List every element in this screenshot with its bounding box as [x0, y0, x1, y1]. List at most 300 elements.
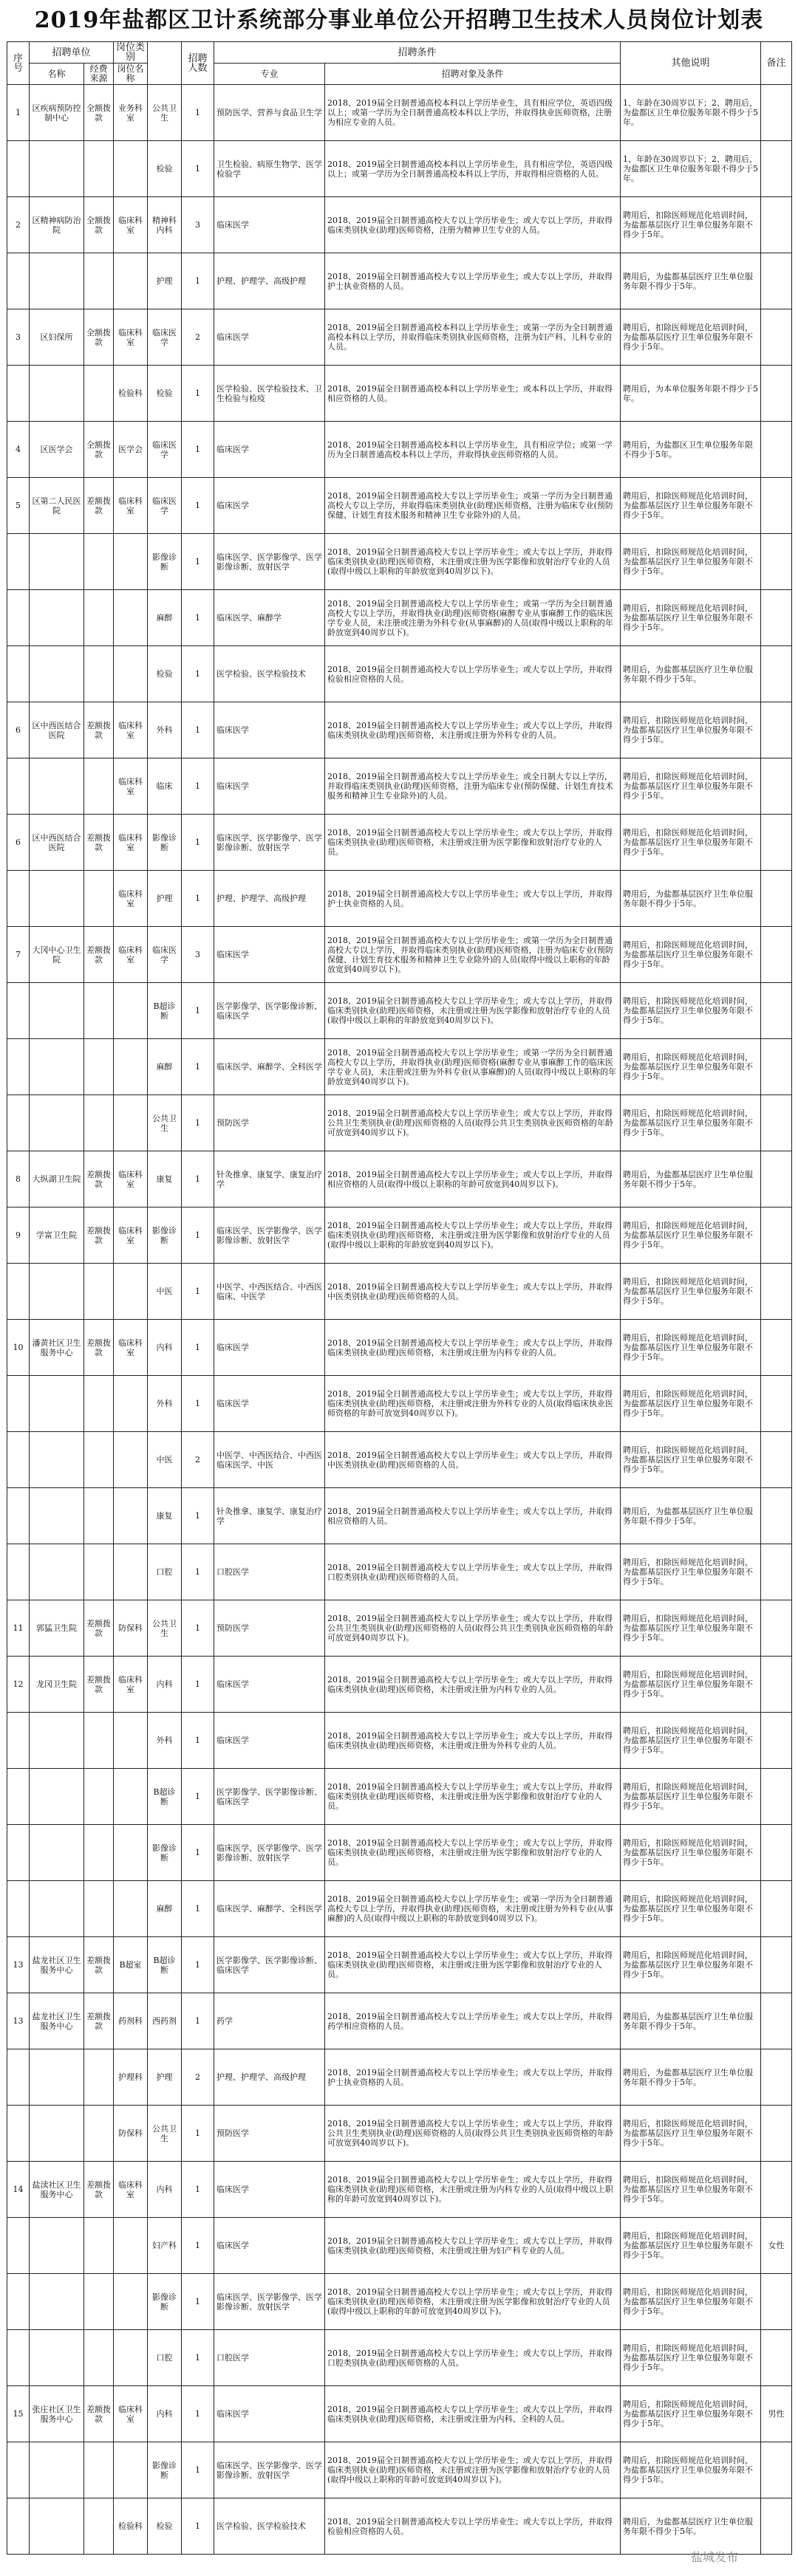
cell-seq	[7, 871, 30, 927]
table-row	[7, 2330, 792, 2386]
cell-fund: 差额拨款	[84, 2162, 114, 2218]
cell-conditions: 2018、2019届全日制普通高校大专以上学历毕业生；或大专以上学历，并取得临床类别执业(助理)医师资格，未注册或注册为内科专业的人员。	[325, 1657, 621, 1713]
cell-conditions: 2018、2019届全日制普通高校大专以上学历毕业生；或大专以上学历，并取得检验相应资格的人员。	[325, 646, 621, 702]
cell-post-name: 临床科室	[114, 1208, 148, 1264]
cell-major: 预防医学	[214, 2106, 325, 2162]
cell-unit-name: 学富卫生院	[30, 1208, 84, 1264]
cell-unit-name	[30, 1264, 84, 1320]
cell-major: 口腔医学	[214, 1544, 325, 1600]
cell-conditions: 2018、2019届全日制普通高校大专以上学历毕业生；或大专以上学历，并取得临床类别执业(助理)医师资格，未注册或注册为内科、全科的人员。	[325, 2386, 621, 2442]
table-body	[7, 85, 792, 2555]
cell-post-cat: B超诊断	[148, 983, 182, 1039]
cell-remark	[761, 590, 792, 646]
cell-major: 临床医学	[214, 758, 325, 815]
cell-conditions: 2018、2019届全日制普通高校大专以上学历毕业生；或大专以上学历，并取得相应资格的人员(取得中级以上职称的年龄可放宽到40周岁以下)。	[325, 1151, 621, 1208]
cell-post-cat: 影像诊断	[148, 2442, 182, 2498]
cell-major: 临床医学	[214, 197, 325, 253]
cell-count: 1	[182, 534, 214, 590]
cell-post-cat: 麻醉	[148, 1881, 182, 1937]
cell-remark	[761, 197, 792, 253]
cell-fund	[84, 2330, 114, 2386]
cell-count: 1	[182, 2274, 214, 2330]
cell-other-note: 聘用后，扣除医师规范化培训时间，为盐都基层医疗卫生单位服务年限不得少于5年。	[621, 1039, 761, 1095]
cell-conditions: 2018、2019届全日制普通高校大专以上学历毕业生；或大专以上学历，并取得临床类别执业(助理)医师资格，未注册或注册为医学影像和放射治疗专业的人员。	[325, 815, 621, 871]
cell-conditions: 2018、2019届全日制普通高校大专以上学历毕业生；或大专以上学历，并取得护士执业资格的人员。	[325, 2049, 621, 2106]
cell-post-cat: B超诊断	[148, 1937, 182, 1993]
table-row	[7, 2106, 792, 2162]
table-row	[7, 1264, 792, 1320]
cell-seq	[7, 2274, 30, 2330]
cell-unit-name: 区疾病预防控制中心	[30, 85, 84, 141]
cell-post-name	[114, 141, 148, 197]
header-cond-group: 招聘条件	[214, 42, 621, 64]
cell-unit-name: 区妇保所	[30, 309, 84, 366]
cell-other-note: 聘用后，为盐都基层医疗卫生单位服务年限不得少于5年。	[621, 2049, 761, 2106]
table-row	[7, 1488, 792, 1544]
cell-conditions: 2018、2019届全日制普通高校大专以上学历毕业生；或大专以上学历，并取得临床类别执业(助理)医师资格，未注册或注册为医学影像和放射治疗专业的人员。	[325, 1769, 621, 1825]
cell-fund: 全额拨款	[84, 85, 114, 141]
cell-post-cat: 临床医学	[148, 927, 182, 983]
cell-post-name	[114, 2218, 148, 2274]
header-remark: 备注	[761, 42, 792, 85]
cell-other-note: 聘用后，扣除医师规范化培训时间，为盐都基层医疗卫生单位服务年限不得少于5年。	[621, 1937, 761, 1993]
cell-unit-name	[30, 1095, 84, 1151]
cell-seq	[7, 758, 30, 815]
cell-fund	[84, 983, 114, 1039]
cell-major: 医学影像学、医学影像诊断、临床医学	[214, 1937, 325, 1993]
cell-conditions: 2018、2019届全日制普通高校大专以上学历毕业生；或大专以上学历，并取得临床类别执业(助理)医师资格，未注册或注册为外科专业的人员。	[325, 702, 621, 758]
cell-seq	[7, 2498, 30, 2555]
cell-post-cat: 康复	[148, 1151, 182, 1208]
cell-seq	[7, 2106, 30, 2162]
cell-post-name	[114, 2442, 148, 2498]
cell-fund	[84, 1881, 114, 1937]
cell-count: 1	[182, 1320, 214, 1376]
cell-fund: 差额拨款	[84, 1937, 114, 1993]
cell-unit-name	[30, 1713, 84, 1769]
cell-seq: 12	[7, 1657, 30, 1713]
table-row	[7, 2218, 792, 2274]
cell-post-cat: 临床医学	[148, 478, 182, 534]
cell-post-cat: 影像诊断	[148, 2274, 182, 2330]
cell-unit-name	[30, 534, 84, 590]
cell-major: 临床医学	[214, 927, 325, 983]
header-major: 专业	[214, 64, 325, 85]
cell-other-note: 聘用后，扣除医师规范化培训时间，为盐都基层医疗卫生单位服务年限不得少于5年。	[621, 1657, 761, 1713]
table-row	[7, 2274, 792, 2330]
cell-conditions: 2018、2019届全日制普通高校本科以上学历毕业生，具有相应学位；或第一学历为全日制普通高校本科以上学历，并取得执业医师资格的人员。	[325, 422, 621, 478]
cell-conditions: 2018、2019届全日制普通高校大专以上学历毕业生；或大专以上学历，并取得临床类别执业(助理)医师资格，未注册或注册为医学影像和放射治疗专业的人员。	[325, 1937, 621, 1993]
cell-seq	[7, 1544, 30, 1600]
cell-fund: 差额拨款	[84, 1600, 114, 1657]
cell-seq	[7, 1095, 30, 1151]
watermark: 盐城发布	[691, 2550, 739, 2564]
cell-remark	[761, 1937, 792, 1993]
cell-remark	[761, 1264, 792, 1320]
cell-seq: 9	[7, 1208, 30, 1264]
header-other: 其他说明	[621, 42, 761, 85]
cell-seq: 13	[7, 1993, 30, 2049]
header-post-type: 岗位类别	[114, 42, 148, 64]
cell-conditions: 2018、2019届全日制普通高校大专以上学历毕业生；或大专以上学历，并取得临床类别执业(助理)医师资格，未注册或注册为外科专业的人员(取得临床执业医师资格的年龄可放宽到40周岁以下)。	[325, 1376, 621, 1432]
table-row	[7, 1432, 792, 1488]
cell-conditions: 2018、2019届全日制普通高校大专以上学历毕业生；或大专以上学历，并取得口腔类别执业(助理)医师资格的人员。	[325, 2330, 621, 2386]
cell-post-name	[114, 1095, 148, 1151]
cell-post-name: 临床科室	[114, 815, 148, 871]
cell-count: 1	[182, 1993, 214, 2049]
cell-fund	[84, 1264, 114, 1320]
cell-unit-name	[30, 646, 84, 702]
cell-conditions: 2018、2019届全日制普通高校大专以上学历毕业生；或大专以上学历，并取得临床类别执业(助理)医师资格，未注册或注册为医学影像和放射治疗专业的人员。	[325, 1825, 621, 1881]
cell-post-name: 临床科室	[114, 2162, 148, 2218]
cell-other-note: 聘用后，为盐都区卫生单位服务年限不得少于5年。	[621, 422, 761, 478]
cell-count: 1	[182, 758, 214, 815]
table-row	[7, 1937, 792, 1993]
cell-count: 1	[182, 2218, 214, 2274]
cell-count: 1	[182, 2106, 214, 2162]
header-unit-group: 招聘单位	[30, 42, 114, 64]
cell-conditions: 2018、2019届全日制普通高校大专以上学历毕业生；或大专以上学历，并取得相应资格的人员。	[325, 1488, 621, 1544]
recruitment-table	[7, 41, 792, 2555]
table-row	[7, 2162, 792, 2218]
cell-fund	[84, 2442, 114, 2498]
cell-fund: 差额拨款	[84, 1151, 114, 1208]
cell-seq	[7, 2442, 30, 2498]
table-row	[7, 2049, 792, 2106]
table-row	[7, 478, 792, 534]
cell-seq: 15	[7, 2386, 30, 2442]
cell-unit-name: 区第二人民医院	[30, 478, 84, 534]
cell-major: 护理、护理学、高级护理	[214, 2049, 325, 2106]
header-target: 招聘对象及条件	[325, 64, 621, 85]
cell-remark	[761, 1657, 792, 1713]
cell-other-note: 聘用后，扣除医师规范化培训时间，为盐都基层医疗卫生单位服务年限不得少于5年。	[621, 1376, 761, 1432]
table-row	[7, 422, 792, 478]
cell-conditions: 2018、2019届全日制普通高校大专以上学历毕业生；或全日制大专以上学历，并取得临床类别执业(助理)医师资格，注册为临床专业(预防保健、计划生育技术服务和精神卫生专业除外)的人员。	[325, 758, 621, 815]
cell-major: 临床医学	[214, 702, 325, 758]
cell-conditions: 2018、2019届全日制普通高校大专以上学历毕业生；或大专以上学历，并取得护士执业资格的人员。	[325, 871, 621, 927]
cell-remark	[761, 2106, 792, 2162]
cell-post-name: 检验科	[114, 366, 148, 422]
cell-conditions: 2018、2019届全日制普通高校大专以上学历毕业生；或大专以上学历，并取得公共卫生类别执业(助理)医师资格的人员(取得公共卫生类别执业医师资格的年龄可放宽到40周岁以下)。	[325, 1095, 621, 1151]
cell-conditions: 2018、2019届全日制普通高校大专以上学历毕业生；或大专以上学历，并取得公共卫生类别执业(助理)医师资格的人员(取得公共卫生类别执业医师资格的年龄可放宽到40周岁以下)。	[325, 1600, 621, 1657]
cell-post-cat: 临床医学	[148, 309, 182, 366]
cell-other-note: 聘用后，扣除医师规范化培训时间，为盐都基层医疗卫生单位服务年限不得少于5年。	[621, 2162, 761, 2218]
cell-seq	[7, 2049, 30, 2106]
table-row	[7, 702, 792, 758]
cell-other-note: 聘用后，扣除医师规范化培训时间，为盐都基层医疗卫生单位服务年限不得少于5年。	[621, 1713, 761, 1769]
cell-post-name: 临床科室	[114, 927, 148, 983]
cell-unit-name	[30, 1544, 84, 1600]
cell-fund	[84, 1095, 114, 1151]
cell-post-name	[114, 1376, 148, 1432]
cell-other-note: 聘用后，为盐都基层医疗卫生单位服务年限不得少于5年。	[621, 1993, 761, 2049]
cell-post-cat: 影像诊断	[148, 1825, 182, 1881]
cell-fund: 差额拨款	[84, 1320, 114, 1376]
table-row	[7, 1151, 792, 1208]
cell-count: 1	[182, 815, 214, 871]
header-post-cat	[148, 42, 182, 85]
cell-other-note: 聘用后，扣除医师规范化培训时间，为盐都基层医疗卫生单位服务年限不得少于5年。	[621, 2218, 761, 2274]
cell-fund	[84, 590, 114, 646]
cell-conditions: 2018、2019届全日制普通高校大专以上学历毕业生；或大专以上学历，并取得临床类别执业(助理)医师资格，未注册或注册为内科专业的人员。	[325, 1320, 621, 1376]
cell-post-name: 临床科室	[114, 1320, 148, 1376]
cell-fund	[84, 2218, 114, 2274]
cell-post-name: 防保科	[114, 1600, 148, 1657]
cell-remark	[761, 2442, 792, 2498]
cell-seq	[7, 1825, 30, 1881]
cell-other-note: 聘用后，为盐都基层医疗卫生单位服务年限不得少于5年。	[621, 253, 761, 309]
cell-seq	[7, 366, 30, 422]
cell-other-note: 聘用后，扣除医师规范化培训时间，为盐都基层医疗卫生单位服务年限不得少于5年。	[621, 1544, 761, 1600]
cell-fund: 差额拨款	[84, 1993, 114, 2049]
cell-unit-name: 郭猛卫生院	[30, 1600, 84, 1657]
cell-post-name: 临床科室	[114, 197, 148, 253]
cell-seq	[7, 1376, 30, 1432]
cell-count: 1	[182, 1264, 214, 1320]
cell-post-cat: 妇产科	[148, 2218, 182, 2274]
cell-post-name	[114, 1544, 148, 1600]
cell-unit-name	[30, 1769, 84, 1825]
cell-fund	[84, 1713, 114, 1769]
cell-post-name	[114, 590, 148, 646]
cell-seq: 4	[7, 422, 30, 478]
cell-major: 临床医学	[214, 1320, 325, 1376]
table-row	[7, 758, 792, 815]
table-row	[7, 871, 792, 927]
cell-major: 临床医学、医学影像学、医学影像诊断、放射医学	[214, 534, 325, 590]
cell-other-note: 聘用后，扣除医师规范化培训时间，为盐都基层医疗卫生单位服务年限不得少于5年。	[621, 2106, 761, 2162]
cell-post-name	[114, 646, 148, 702]
cell-count: 1	[182, 253, 214, 309]
cell-post-cat: 口腔	[148, 1544, 182, 1600]
cell-major: 临床医学	[214, 478, 325, 534]
cell-other-note: 聘用后，扣除医师规范化培训时间，为盐都基层医疗卫生单位服务年限不得少于5年。	[621, 702, 761, 758]
cell-conditions: 2018、2019届全日制普通高校大专以上学历毕业生；或大专以上学历，并取得临床类别执业(助理)医师资格，未注册或注册为医学影像和放射治疗专业的人员(取得中级以上职称的年龄放宽到40周岁以下)。	[325, 983, 621, 1039]
header-fund: 经费来源	[84, 64, 114, 85]
cell-seq	[7, 534, 30, 590]
cell-post-name: 药剂科	[114, 1993, 148, 2049]
cell-post-name	[114, 2330, 148, 2386]
cell-remark	[761, 1769, 792, 1825]
cell-count: 1	[182, 1600, 214, 1657]
cell-remark	[761, 1432, 792, 1488]
cell-post-cat: 护理	[148, 253, 182, 309]
table-row	[7, 1208, 792, 1264]
cell-count: 1	[182, 478, 214, 534]
table-row	[7, 1825, 792, 1881]
cell-remark	[761, 1993, 792, 2049]
cell-post-name: 医学会	[114, 422, 148, 478]
cell-conditions: 2018、2019届全日制普通高校大专以上学历毕业生；或大专以上学历，并取得临床类别执业(助理)医师资格，未注册或注册为妇产科专业的人员。	[325, 2218, 621, 2274]
cell-post-cat: 影像诊断	[148, 1208, 182, 1264]
cell-major: 临床医学	[214, 309, 325, 366]
cell-major: 预防医学	[214, 1095, 325, 1151]
cell-unit-name: 龙冈卫生院	[30, 1657, 84, 1713]
cell-post-name	[114, 1881, 148, 1937]
table-row	[7, 1657, 792, 1713]
cell-seq	[7, 1432, 30, 1488]
cell-other-note: 聘用后，扣除医师规范化培训时间，为盐都基层医疗卫生单位服务年限不得少于5年。	[621, 2274, 761, 2330]
cell-unit-name: 盐龙社区卫生服务中心	[30, 1993, 84, 2049]
cell-remark: 女性	[761, 2218, 792, 2274]
cell-conditions: 2018、2019届全日制普通高校大专以上学历毕业生；或大专以上学历，并取得临床类别执业(助理)医师资格，未注册或注册为医学影像和放射治疗专业的人员(取得中级以上职称的年龄放宽到40周岁以下)。	[325, 1208, 621, 1264]
cell-seq	[7, 253, 30, 309]
cell-remark	[761, 2162, 792, 2218]
cell-count: 1	[182, 2330, 214, 2386]
cell-fund: 差额拨款	[84, 702, 114, 758]
cell-remark	[761, 1376, 792, 1432]
cell-post-cat: 临床医学	[148, 422, 182, 478]
cell-post-name: 临床科室	[114, 478, 148, 534]
cell-other-note: 聘用后，扣除医师规范化培训时间，为盐都基层医疗卫生单位服务年限不得少于5年。	[621, 1600, 761, 1657]
cell-fund	[84, 534, 114, 590]
cell-conditions: 2018、2019届全日制普通高校本科以上学历毕业生；或第一学历为全日制普通高校本科以上学历，并取得临床类别执业医师资格，注册为妇产科、儿科专业的人员。	[325, 309, 621, 366]
cell-conditions: 2018、2019届全日制普通高校本科以上学历毕业生，具有相应学位，英语四级以上；或第一学历为全日制普通高校本科以上学历，并取得执业医师资格，注册为相应专业的人员。	[325, 85, 621, 141]
cell-fund	[84, 1769, 114, 1825]
cell-remark	[761, 422, 792, 478]
cell-post-cat: 外科	[148, 702, 182, 758]
cell-count: 1	[182, 983, 214, 1039]
cell-conditions: 2018、2019届全日制普通高校大专以上学历毕业生；或大专以上学历，并取得护士执业资格的人员。	[325, 253, 621, 309]
cell-remark	[761, 366, 792, 422]
cell-unit-name: 盐渎社区卫生服务中心	[30, 2162, 84, 2218]
cell-unit-name	[30, 141, 84, 197]
cell-major: 预防医学	[214, 1600, 325, 1657]
cell-post-cat: 内科	[148, 1320, 182, 1376]
cell-other-note: 聘用后，为盐都基层医疗卫生单位服务年限不得少于5年。	[621, 1488, 761, 1544]
cell-post-cat: 检验	[148, 366, 182, 422]
table-row	[7, 1095, 792, 1151]
cell-remark	[761, 253, 792, 309]
cell-remark	[761, 871, 792, 927]
cell-post-cat: 口腔	[148, 2330, 182, 2386]
cell-other-note: 聘用后，扣除医师规范化培训时间，为盐都基层医疗卫生单位服务年限不得少于5年。	[621, 1208, 761, 1264]
table-row	[7, 1544, 792, 1600]
cell-post-cat: 内科	[148, 2386, 182, 2442]
table-row	[7, 309, 792, 366]
table-row	[7, 2386, 792, 2442]
cell-fund: 差额拨款	[84, 927, 114, 983]
cell-post-name: 临床科室	[114, 1657, 148, 1713]
cell-seq: 3	[7, 309, 30, 366]
cell-count: 1	[182, 1713, 214, 1769]
cell-post-cat: 公共卫生	[148, 1600, 182, 1657]
cell-remark	[761, 758, 792, 815]
cell-other-note: 聘用后，扣除医师规范化培训时间，为盐都基层医疗卫生单位服务年限不得少于5年。	[621, 309, 761, 366]
cell-other-note: 聘用后，扣除医师规范化培训时间，为盐都基层医疗卫生单位服务年限不得少于5年。	[621, 983, 761, 1039]
cell-remark	[761, 1488, 792, 1544]
cell-other-note: 聘用后，扣除医师规范化培训时间，为盐都基层医疗卫生单位服务年限不得少于5年。	[621, 815, 761, 871]
cell-count: 1	[182, 1825, 214, 1881]
table-row	[7, 197, 792, 253]
cell-other-note: 聘用后，扣除医师规范化培训时间，为盐都基层医疗卫生单位服务年限不得少于5年。	[621, 590, 761, 646]
cell-major: 中医学、中西医结合、中西医临床、中医学	[214, 1264, 325, 1320]
cell-seq	[7, 1039, 30, 1095]
cell-major: 临床医学、医学影像学、医学影像诊断、放射医学	[214, 1825, 325, 1881]
cell-other-note: 聘用后，扣除医师规范化培训时间，为盐都基层医疗卫生单位服务年限不得少于5年。	[621, 1264, 761, 1320]
cell-post-name: B超室	[114, 1937, 148, 1993]
cell-other-note: 1、年龄在30周岁以下；2、聘用后，为盐都区卫生单位服务年限不得少于5年。	[621, 141, 761, 197]
cell-major: 护理、护理学、高级护理	[214, 871, 325, 927]
cell-unit-name: 区中西医结合医院	[30, 815, 84, 871]
cell-remark	[761, 1151, 792, 1208]
cell-count: 1	[182, 646, 214, 702]
cell-conditions: 2018、2019届全日制普通高校大专以上学历毕业生；或大专以上学历，并取得临床类别执业(助理)医师资格，未注册或注册为医学影像和放射治疗专业的人员(取得中级以上职称的年龄放宽到40周岁以下)。	[325, 534, 621, 590]
cell-conditions: 2018、2019届全日制普通高校本科以上学历毕业生，具有相应学位，英语四级以上；或第一学历为全日制普通高校本科以上学历，并取得相应资格的人员。	[325, 141, 621, 197]
cell-post-name: 临床科室	[114, 309, 148, 366]
cell-major: 卫生检验、病原生物学、医学检验学	[214, 141, 325, 197]
cell-count: 1	[182, 871, 214, 927]
cell-remark	[761, 478, 792, 534]
cell-unit-name	[30, 2498, 84, 2555]
cell-fund	[84, 1376, 114, 1432]
cell-other-note: 聘用后，为本单位服务年限不得少于5年。	[621, 366, 761, 422]
cell-remark	[761, 983, 792, 1039]
cell-fund	[84, 1432, 114, 1488]
cell-unit-name: 区医学会	[30, 422, 84, 478]
cell-post-name: 临床科室	[114, 1151, 148, 1208]
cell-fund: 差额拨款	[84, 2386, 114, 2442]
cell-unit-name	[30, 2049, 84, 2106]
cell-seq: 7	[7, 927, 30, 983]
cell-major: 针灸推拿、康复学、康复治疗学	[214, 1488, 325, 1544]
cell-seq	[7, 983, 30, 1039]
cell-remark	[761, 1320, 792, 1376]
cell-post-cat: 公共卫生	[148, 85, 182, 141]
cell-count: 2	[182, 309, 214, 366]
cell-count: 1	[182, 2386, 214, 2442]
cell-unit-name	[30, 2442, 84, 2498]
cell-other-note: 聘用后，扣除医师规范化培训时间，为盐都基层医疗卫生单位服务年限不得少于5年。	[621, 758, 761, 815]
cell-unit-name	[30, 366, 84, 422]
cell-post-name: 护理科	[114, 2049, 148, 2106]
cell-fund: 全额拨款	[84, 309, 114, 366]
cell-conditions: 2018、2019届全日制普通高校大专以上学历毕业生；或第一学历为全日制普通高校大专以上学历，并取得执业(助理)医师资格，未注册或注册为外科专业(从事麻醉)的人员(取得中级以上职称的年龄放宽到40周岁以下)。	[325, 1881, 621, 1937]
cell-post-name: 业务科室	[114, 85, 148, 141]
cell-seq	[7, 1881, 30, 1937]
cell-remark	[761, 2330, 792, 2386]
cell-conditions: 2018、2019届全日制普通高校本科以上学历毕业生；或本科以上学历，并取得相应资格的人员。	[325, 366, 621, 422]
cell-unit-name	[30, 2106, 84, 2162]
cell-fund	[84, 871, 114, 927]
table-row	[7, 1769, 792, 1825]
cell-post-cat: 精神科内科	[148, 197, 182, 253]
table-row	[7, 815, 792, 871]
cell-remark	[761, 2498, 792, 2555]
cell-other-note: 1、年龄在30周岁以下；2、聘用后，为盐都区卫生单位服务年限不得少于5年。	[621, 85, 761, 141]
cell-post-cat: 外科	[148, 1713, 182, 1769]
cell-post-cat: 康复	[148, 1488, 182, 1544]
cell-other-note: 聘用后，扣除医师规范化培训时间，为盐都基层医疗卫生单位服务年限不得少于5年。	[621, 534, 761, 590]
cell-post-cat: 影像诊断	[148, 815, 182, 871]
table-row	[7, 366, 792, 422]
cell-remark: 男性	[761, 2386, 792, 2442]
cell-unit-name	[30, 871, 84, 927]
header-name: 名称	[30, 64, 84, 85]
cell-other-note: 聘用后，为盐都基层医疗卫生单位服务年限不得少于5年。	[621, 1151, 761, 1208]
cell-unit-name	[30, 2218, 84, 2274]
cell-unit-name: 张庄社区卫生服务中心	[30, 2386, 84, 2442]
cell-conditions: 2018、2019届全日制普通高校大专以上学历毕业生；或大专以上学历，并取得药学相应资格的人员。	[325, 1993, 621, 2049]
cell-post-name	[114, 1769, 148, 1825]
cell-post-cat: 影像诊断	[148, 534, 182, 590]
cell-fund	[84, 366, 114, 422]
cell-unit-name: 区精神病防治院	[30, 197, 84, 253]
cell-remark	[761, 646, 792, 702]
cell-major: 药学	[214, 1993, 325, 2049]
cell-seq: 1	[7, 85, 30, 141]
